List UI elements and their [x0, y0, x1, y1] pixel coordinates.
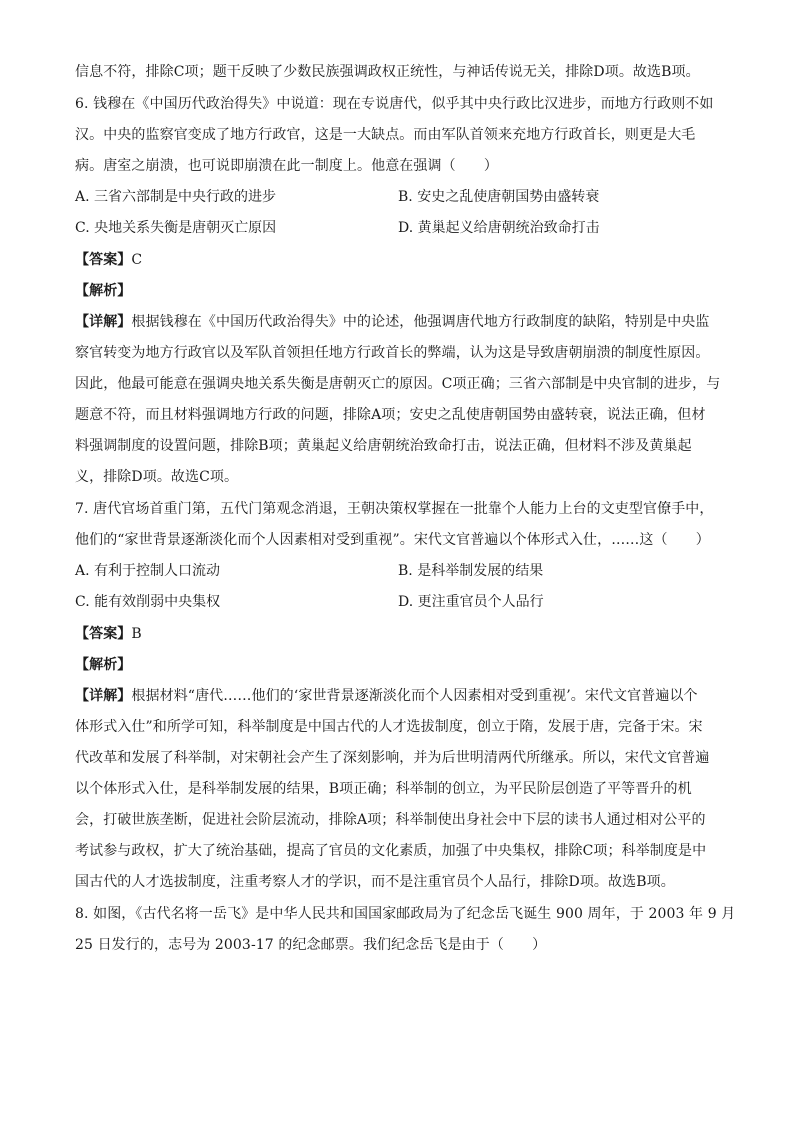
q7-detail-line: 会，打破世族垄断，促进社会阶层流动，排除A项；科举制使出身社会中下层的读书人通过相对公平的 — [75, 812, 706, 828]
detail-text: 根据材料“唐代……他们的‘家世背景逐渐淡化而个人因素相对受到重视’。宋代文官普遍以个 — [131, 688, 698, 704]
detail-text: 根据钱穆在《中国历代政治得失》中的论述，他强调唐代地方行政制度的缺陷，特别是中央监 — [131, 314, 710, 330]
q7-option-b: B. 是科举制发展的结果 — [398, 563, 544, 579]
q6-option-d: D. 黄巢起义给唐朝统治致命打击 — [398, 220, 600, 236]
question-8-stem: 25 日发行的，志号为 2003-17 的纪念邮票。我们纪念岳飞是由于（ ） — [75, 937, 547, 953]
question-6-stem: 6. 钱穆在《中国历代政治得失》中说道：现在专说唐代，似乎其中央行政比汉进步，而地方行政则不如 — [75, 96, 714, 112]
detail-label: 【详解】 — [75, 314, 132, 330]
q6-analysis-label — [75, 281, 131, 301]
q7-analysis-label — [75, 655, 131, 675]
detail-label: 【详解】 — [75, 688, 132, 704]
q6-detail-line: 义，排除D项。故选C项。 — [75, 469, 239, 485]
analysis-label: 【解析】 — [75, 283, 132, 299]
q6-detail-line: 料强调制度的设置问题，排除B项；黄巢起义给唐朝统治致命打击，说法正确，但材料不涉及黄巢起 — [75, 438, 692, 454]
question-7-stem: 他们的“家世背景逐渐淡化而个人因素相对受到重视”。宋代文官普遍以个体形式入仕，……这（ ） — [75, 532, 710, 548]
answer-value: B — [131, 626, 142, 642]
q6-detail-line — [75, 312, 710, 332]
q6-answer — [75, 250, 142, 270]
analysis-label: 【解析】 — [75, 657, 132, 673]
answer-label: 【答案】 — [75, 626, 132, 642]
question-7-stem: 7. 唐代官场首重门第，五代门第观念消退，王朝决策权掌握在一批靠个人能力上台的文吏型官僚手中， — [75, 501, 714, 517]
q7-option-c: C. 能有效削弱中央集权 — [75, 594, 221, 610]
text-line: 汉。中央的监察官变成了地方行政官，这是一大缺点。而由军队首领来充地方行政首长，则更是大毛 — [75, 127, 696, 143]
q6-option-b: B. 安史之乱使唐朝国势由盛转衰 — [398, 189, 600, 205]
text-line: 病。唐室之崩溃，也可说即崩溃在此一制度上。他意在强调（ ） — [75, 158, 498, 174]
text-line: 信息不符，排除C项；题干反映了少数民族强调政权正统性，与神话传说无关，排除D项。故选B项。 — [75, 64, 700, 80]
q6-detail-line: 题意不符，而且材料强调地方行政的问题，排除A项；安史之乱使唐朝国势由盛转衰，说法正确，但材 — [75, 407, 706, 423]
q6-option-c: C. 央地关系失衡是唐朝灭亡原因 — [75, 220, 277, 236]
q7-detail-line: 以个体形式入仕，是科举制发展的结果，B项正确；科举制的创立，为平民阶层创造了平等晋升的机 — [75, 781, 692, 797]
q6-detail-line: 察官转变为地方行政官以及军队首领担任地方行政首长的弊端，认为这是导致唐朝崩溃的制度性原因。 — [75, 345, 710, 361]
answer-label: 【答案】 — [75, 252, 132, 268]
q6-option-a: A. 三省六部制是中央行政的进步 — [75, 189, 277, 205]
q7-option-d: D. 更注重官员个人品行 — [398, 594, 544, 610]
q6-detail-line: 因此，他最可能意在强调央地关系失衡是唐朝灭亡的原因。C项正确；三省六部制是中央官制的进步，与 — [75, 376, 721, 392]
q7-detail-line: 体形式入仕”和所学可知，科举制度是中国古代的人才选拔制度，创立于隋，发展于唐，完备于宋。宋 — [75, 719, 703, 735]
q7-detail-line: 考试参与政权，扩大了统治基础，提高了官员的文化素质，加强了中央集权，排除C项；科举制度是中 — [75, 843, 707, 859]
q7-detail-line: 国古代的人才选拔制度，注重考察人才的学识，而不是注重官员个人品行，排除D项。故选B项。 — [75, 874, 675, 890]
q7-detail-line: 代改革和发展了科举制，对宋朝社会产生了深刻影响，并为后世明清两代所继承。所以，宋代文官普遍 — [75, 750, 710, 766]
q7-option-a: A. 有利于控制人口流动 — [75, 563, 221, 579]
q7-answer — [75, 624, 142, 644]
question-8-stem: 8. 如图，《古代名将一岳飞》是中华人民共和国国家邮政局为了纪念岳飞诞生 900 周年，于 2003 年 9 月 — [75, 906, 736, 922]
q7-detail-line — [75, 686, 698, 706]
answer-value: C — [131, 252, 143, 268]
